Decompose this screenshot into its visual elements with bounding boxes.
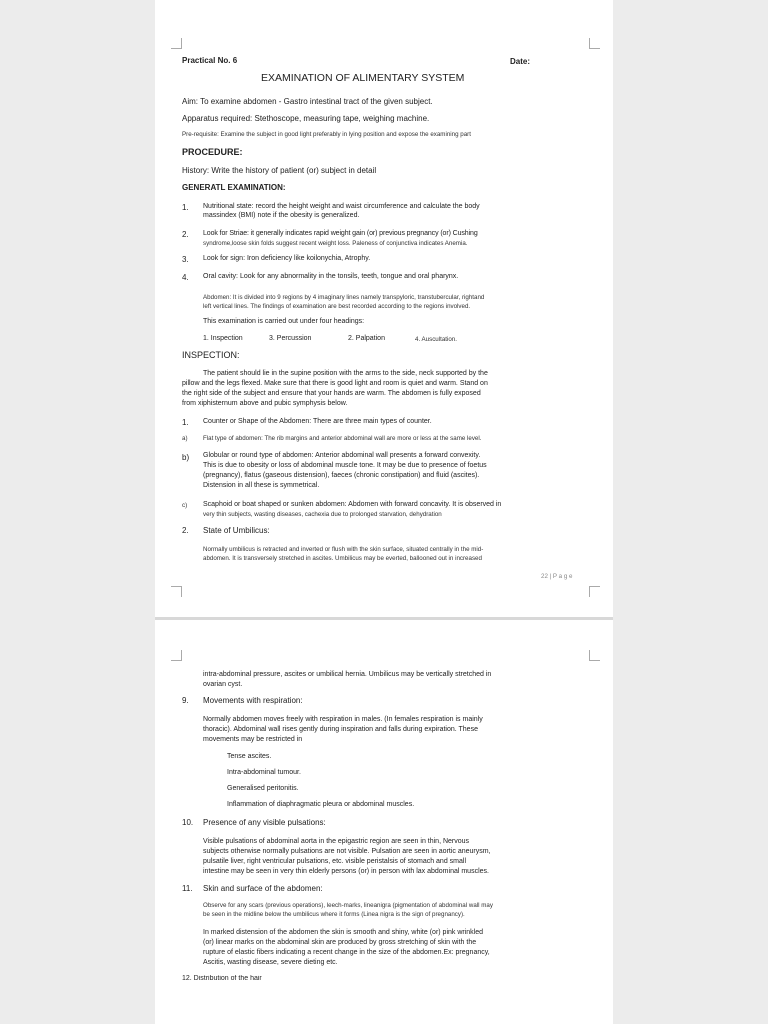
list-item: (pregnancy), flatus (gaseous distension), faeces (chronic constipation) and fluid (ascites). (203, 472, 480, 479)
abdomen-text: left vertical lines. The findings of examination are best recorded according to the regions involved. (203, 303, 471, 310)
apparatus-text: Apparatus required: Stethoscope, measuring tape, weighing machine. (182, 114, 430, 123)
skin-note: Observe for any scars (previous operations), leech-marks, lineanigra (pigmentation of abdominal wall may (203, 902, 493, 909)
list-item: This is due to obesity or loss of abdominal muscle tone. It may be due to presence of foetus (203, 462, 487, 469)
list-number: 1. (182, 203, 189, 212)
prerequisite-text: Pre-requisite: Examine the subject in good light preferably in lying position and expose the examining part (182, 131, 471, 138)
list-item: Skin and surface of the abdomen: (203, 884, 323, 893)
pulsation-paragraph: subjects otherwise normally pulsations are not visible. Pulsation are seen in aortic aneurysm, (203, 848, 491, 855)
list-item: Globular or round type of abdomen: Anterior abdominal wall presents a forward convexity. (203, 452, 481, 459)
skin-paragraph: Ascitis, wasting disease, severe dieting etc. (203, 959, 338, 966)
list-item: Counter or Shape of the Abdomen: There are three main types of counter. (203, 418, 432, 425)
list-item: State of Umbilicus: (203, 526, 270, 535)
inspection-paragraph: The patient should lie in the supine position with the arms to the side, neck supported by the (203, 370, 488, 377)
list-number: c) (182, 502, 188, 509)
skin-paragraph: In marked distension of the abdomen the skin is smooth and shiny, white (or) pink wrinkled (203, 929, 484, 936)
heading-percussion: 3. Percussion (269, 335, 312, 342)
inspection-paragraph: pillow and the legs flexed. Make sure that there is good light and room is quiet and warm. Stand on (182, 380, 488, 387)
date-label: Date: (510, 57, 531, 66)
crop-mark (589, 38, 600, 49)
crop-mark (171, 650, 182, 661)
list-number: a) (182, 435, 188, 442)
list-item: massindex (BMI) note if the obesity is generalized. (203, 212, 360, 219)
headings-intro: This examination is carried out under four headings: (203, 318, 365, 325)
list-number: 1. (182, 418, 189, 427)
list-item: Look for sign: Iron deficiency like koilonychia, Atrophy. (203, 255, 371, 262)
aim-text: Aim: To examine abdomen - Gastro intestinal tract of the given subject. (182, 97, 433, 106)
page-title: EXAMINATION OF ALIMENTARY SYSTEM (261, 72, 465, 84)
list-item: Distension in all these is symmetrical. (203, 482, 320, 489)
crop-mark (171, 586, 182, 597)
heading-palpation: 2. Palpation (348, 335, 385, 342)
list-item: Oral cavity: Look for any abnormality in the tonsils, teeth, tongue and oral pharynx. (203, 273, 459, 280)
umbilicus-text: abdomen. It is transversely stretched in ascites. Umbilicus may be everted, ballooned out in increased (203, 555, 482, 562)
crop-mark (171, 38, 182, 49)
list-number: 2. (182, 526, 189, 535)
abdomen-text: Abdomen: It is divided into 9 regions by 4 imaginary lines namely transpyloric, transtubercular, rightand (203, 294, 485, 301)
respiration-paragraph: movements may be restricted in (203, 736, 303, 743)
document-page-1 (155, 0, 613, 618)
heading-inspection: 1. Inspection (203, 335, 243, 342)
list-item: Nutritional state: record the height weight and waist circumference and calculate the body (203, 203, 480, 210)
page-number: 22 | P a g e (541, 573, 573, 580)
skin-note: be seen in the midline below the umbilicus where it forms (Linea nigra is the sign of pregnancy). (203, 911, 465, 918)
general-examination-heading: GENERATL EXAMINATION: (182, 183, 286, 192)
list-number: b) (182, 453, 190, 462)
heading-auscultation: 4. Auscultation. (415, 336, 457, 343)
list-number: 3. (182, 255, 189, 264)
list-number: 11. (182, 884, 193, 893)
inspection-paragraph: the right side of the subject and ensure that your hands are warm. The abdomen is fully exposed (182, 390, 481, 397)
continued-text: ovarian cyst. (203, 681, 243, 688)
list-item: syndrome,loose skin folds suggest recent weight loss. Paleness of conjunctiva indicates Anemia. (203, 240, 468, 247)
inspection-heading: INSPECTION: (182, 350, 240, 360)
respiration-paragraph: Normally abdomen moves freely with respiration in males. (In females respiration is mainly (203, 716, 483, 723)
skin-paragraph: (or) linear marks on the abdominal skin are produced by gross stretching of skin with the (203, 939, 477, 946)
list-number: 9. (182, 696, 189, 705)
list-item: Generalised peritonitis. (227, 785, 299, 792)
practical-number: Practical No. 6 (182, 56, 238, 65)
cut-off-list-item: 12. Distribution of the hair (182, 975, 262, 980)
list-item: Look for Striae: it generally indicates rapid weight gain (or) previous pregnancy (or) Cushing (203, 230, 478, 237)
list-item: very thin subjects, wasting diseases, cachexia due to prolonged starvation, dehydration (203, 511, 442, 518)
skin-paragraph: rupture of elastic fibers indicating a recent change in the size of the abdomen.Ex: pregnancy, (203, 949, 490, 956)
list-item: Flat type of abdomen: The rib margins and anterior abdominal wall are more or less at the same level. (203, 435, 482, 442)
list-item: Presence of any visible pulsations: (203, 818, 326, 827)
pulsation-paragraph: Visible pulsations of abdominal aorta in the epigastric region are seen in thin, Nervous (203, 838, 470, 845)
pulsation-paragraph: intestine may be seen in very thin elderly persons (or) in person with lax abdominal muscles. (203, 868, 489, 875)
list-item: Inflammation of diaphragmatic pleura or abdominal muscles. (227, 801, 415, 808)
pulsation-paragraph: pulsatile liver, right ventricular pulsations, etc. visible peristalsis of stomach and small (203, 858, 467, 865)
list-item: Movements with respiration: (203, 696, 303, 705)
list-number: 2. (182, 230, 189, 239)
procedure-heading: PROCEDURE: (182, 147, 243, 157)
inspection-paragraph: from xiphisternum above and pubic symphysis below. (182, 400, 348, 407)
continued-text: intra-abdominal pressure, ascites or umbilical hernia. Umbilicus may be vertically stretched in (203, 671, 492, 678)
history-text: History: Write the history of patient (or) subject in detail (182, 166, 377, 175)
crop-mark (589, 650, 600, 661)
list-number: 10. (182, 818, 194, 827)
crop-mark (589, 586, 600, 597)
list-item: Scaphoid or boat shaped or sunken abdomen: Abdomen with forward concavity. It is observed in (203, 501, 502, 508)
list-item: Tense ascites. (227, 753, 272, 760)
list-item: Intra-abdominal tumour. (227, 769, 301, 776)
respiration-paragraph: thoracic). Abdominal wall rises gently during inspiration and falls during expiration. These (203, 726, 478, 733)
umbilicus-text: Normally umbilicus is retracted and inverted or flush with the skin surface, situated centrally in the mid- (203, 546, 484, 553)
list-number: 4. (182, 273, 189, 282)
document-page-2 (155, 620, 613, 1024)
